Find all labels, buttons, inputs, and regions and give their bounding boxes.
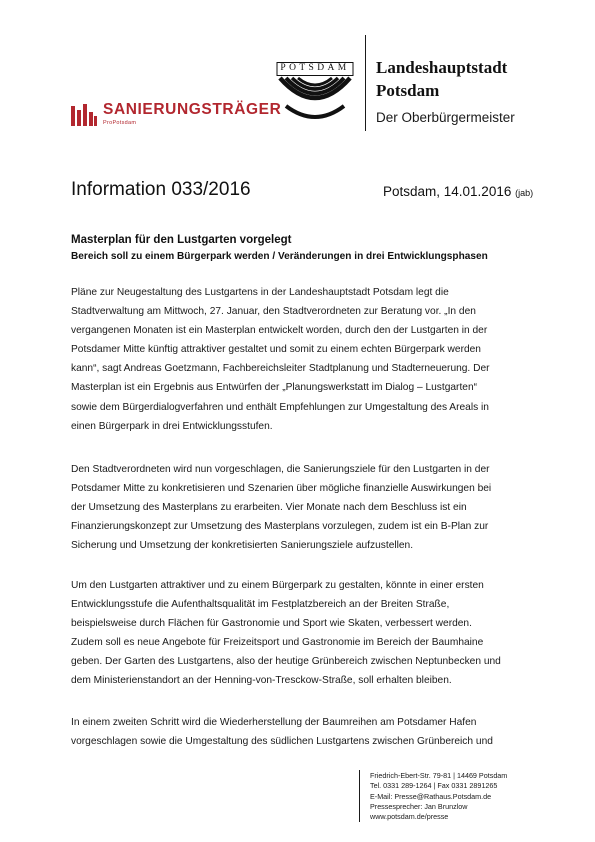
footer-spokesperson: Pressesprecher: Jan Brunzlow: [370, 801, 468, 811]
footer-web-link[interactable]: www.potsdam.de/presse: [370, 812, 449, 822]
emblem-waves-icon: [276, 76, 354, 124]
sanierungstraeger-sub: ProPotsdam: [103, 120, 137, 126]
author-initials: (jab): [515, 188, 534, 198]
paragraph-line: Den Stadtverordneten wird nun vorgeschlagen, die Sanierungsziele für den Lustgarten in der: [71, 464, 490, 475]
article-headline: Masterplan für den Lustgarten vorgelegt: [71, 234, 292, 246]
article-subheadline: Bereich soll zu einem Bürgerpark werden / Veränderungen in drei Entwicklungsphasen: [71, 251, 488, 262]
footer-divider: [359, 770, 360, 822]
city-name-line2: Potsdam: [376, 81, 440, 100]
paragraph-3: [71, 576, 531, 691]
paragraph-line: Masterplan ist ein Ergebnis aus Entwürfen der „Planungswerkstatt im Dialog – Lustgarten“: [71, 382, 478, 394]
paragraph-line: der Umsetzung des Masterplans zu erarbeiten. Vier Monate nach dem Beschluss ist ein: [71, 502, 467, 514]
paragraph-line: geben. Der Garten des Lustgartens, also der heutige Grünbereich zwischen Neptunbecken und: [71, 656, 501, 668]
header-divider: [365, 35, 366, 131]
paragraph-line: Zudem soll es neue Angebote für Freizeitsport und Gastronomie im Bereich der Baumhaine: [71, 637, 484, 649]
paragraph-line: Potsdamer Mitte künftig attraktiver gestaltet und somit zu einem echten Bürgerpark werden: [71, 344, 481, 356]
potsdam-emblem: [276, 62, 354, 124]
paragraph-4: [71, 713, 531, 751]
city-name-line1: Landeshauptstadt: [376, 58, 508, 77]
paragraph-line: In einem zweiten Schritt wird die Wiederherstellung der Baumreihen am Potsdamer Hafen: [71, 717, 477, 728]
paragraph-line: einen Bürgerpark in drei Entwicklungsstufen.: [71, 420, 273, 432]
paragraph-line: sowie dem Bürgerdialogverfahren und enthält Empfehlungen zur Umgestaltung des Areals in: [71, 401, 489, 413]
sanierungstraeger-logo: [71, 100, 282, 136]
footer-contact: [370, 771, 507, 822]
paragraph-line: Stadtverwaltung am Mittwoch, 27. Januar, den Stadtverordneten zur Beratung vor. „In den: [71, 306, 476, 318]
information-date: [383, 184, 533, 199]
paragraph-line: vergangenen Monaten ist ein Masterplan entwickelt worden, durch den der Lustgarten in der: [71, 325, 488, 337]
footer-phone: Tel. 0331 289-1264 | Fax 0331 2891265: [370, 781, 498, 791]
date-text: Potsdam, 14.01.2016: [383, 184, 512, 199]
footer-email[interactable]: E-Mail: Presse@Rathaus.Potsdam.de: [370, 791, 492, 801]
paragraph-line: Potsdamer Mitte zu konkretisieren und Szenarien über mögliche finanzielle Auswirkungen bei: [71, 483, 492, 495]
paragraph-line: Sicherung und Umsetzung der konkretisierten Sanierungsziele aufzustellen.: [71, 540, 414, 552]
paragraph-line: Um den Lustgarten attraktiver und zu einem Bürgerpark zu gestalten, könnte in einer ersten: [71, 580, 484, 591]
mayor-title: Der Oberbürgermeister: [376, 110, 515, 125]
paragraph-line: Entwicklungsstufe die Aufenthaltsqualität im Festplatzbereich an der Breiten Straße,: [71, 599, 450, 611]
paragraph-line: Pläne zur Neugestaltung des Lustgartens in der Landeshauptstadt Potsdam legt die: [71, 287, 449, 298]
emblem-word: POTSDAM: [276, 62, 354, 77]
paragraph-2: [71, 460, 531, 555]
footer-address: Friedrich-Ebert-Str. 79-81 | 14469 Potsdam: [370, 771, 508, 780]
information-title: Information 033/2016: [71, 179, 251, 200]
sanierungstraeger-bars-icon: [71, 102, 97, 126]
paragraph-line: beispielsweise durch Flächen für Gastronomie und Sport wie Skaten, verbessert werden.: [71, 618, 472, 630]
sanierungstraeger-name: SANIERUNGSTRÄGER: [103, 101, 282, 118]
paragraph-1: [71, 283, 531, 436]
paragraph-line: vorgeschlagen sowie die Umgestaltung des südlichen Lustgartens zwischen Grünbereich und: [71, 736, 493, 748]
paragraph-line: Finanzierungskonzept zur Umsetzung des Masterplans vorzulegen, zudem ist ein B-Plan zur: [71, 521, 489, 533]
paragraph-line: dem Ministerienstandort an der Henning-von-Tresckow-Straße, soll erhalten bleiben.: [71, 675, 452, 687]
paragraph-line: kann“, sagt Andreas Goetzmann, Fachbereichsleiter Stadtplanung und Stadterneuerung. Der: [71, 363, 490, 375]
